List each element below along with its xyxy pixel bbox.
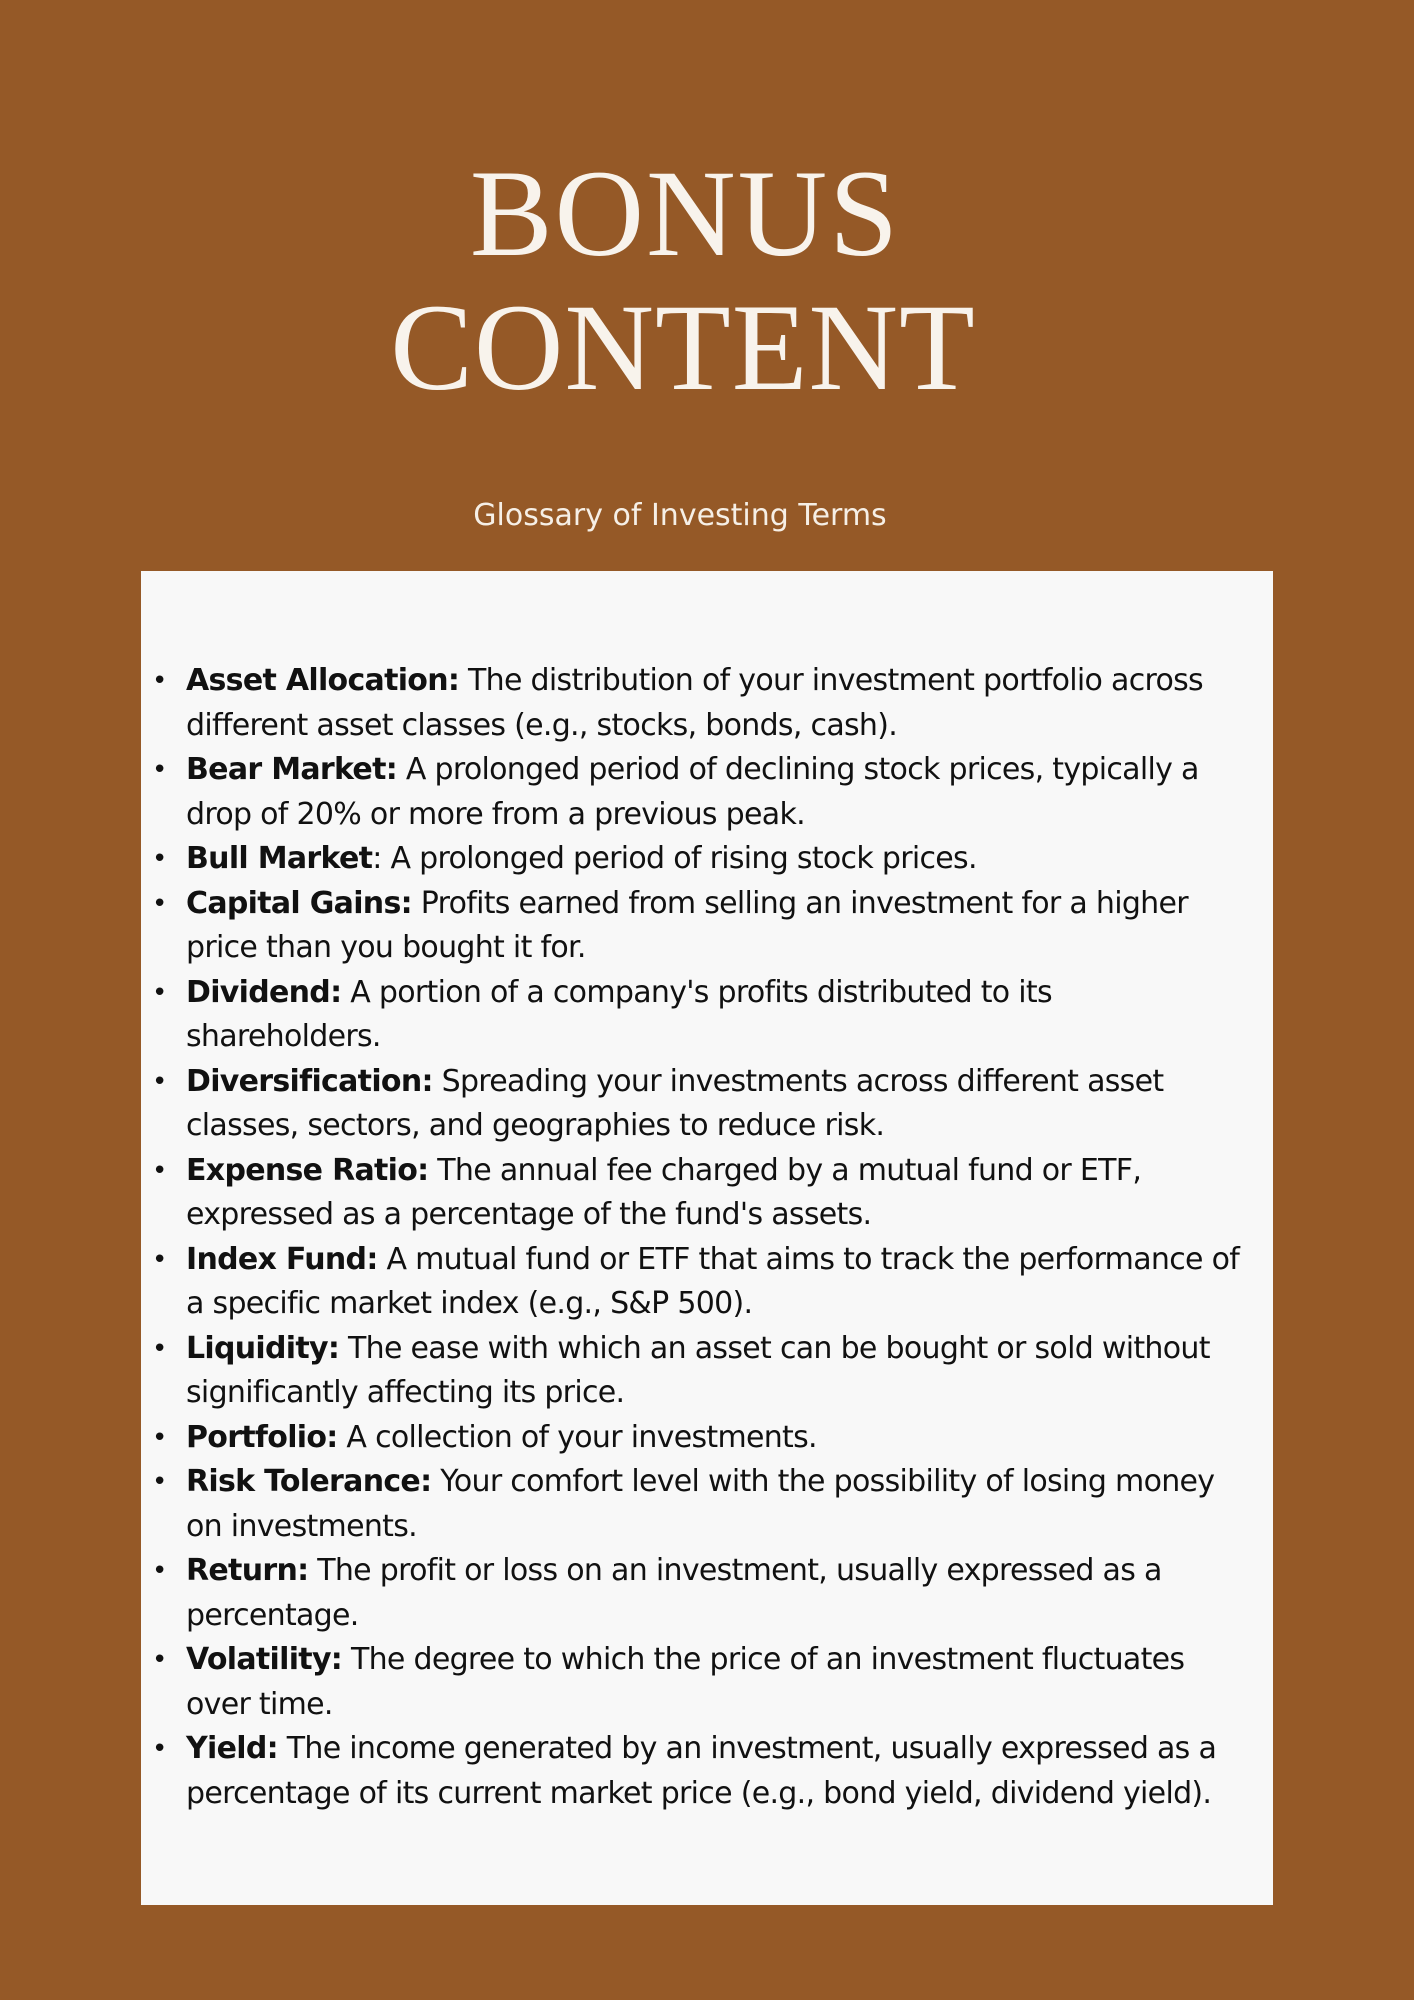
- glossary-term: Bull Market: [186, 841, 373, 876]
- bullet-icon: •: [152, 1066, 167, 1097]
- glossary-item: [152, 748, 1251, 837]
- bullet-icon: •: [152, 1645, 167, 1675]
- glossary-item: [152, 837, 1251, 882]
- glossary-term: Return:: [186, 1553, 309, 1588]
- glossary-definition: Your comfort level with the possibility of losing money on investments.: [186, 1464, 1215, 1544]
- glossary-definition: A mutual fund or ETF that aims to track the performance of a specific market index (e.g., S&P 500).: [186, 1241, 1240, 1321]
- glossary-term: Risk Tolerance:: [186, 1464, 432, 1499]
- glossary-term: Asset Allocation:: [186, 663, 460, 698]
- glossary-term: Portfolio:: [186, 1419, 338, 1455]
- glossary-list: [152, 659, 1251, 1816]
- bullet-icon: •: [152, 1467, 167, 1497]
- glossary-term: Expense Ratio:: [186, 1152, 429, 1188]
- glossary-item: [152, 659, 1251, 748]
- bullet-icon: •: [152, 1155, 167, 1186]
- glossary-item: [152, 1149, 1251, 1238]
- glossary-item: [152, 1638, 1251, 1727]
- page-subtitle: Glossary of Investing Terms: [473, 498, 887, 533]
- bullet-icon: •: [152, 755, 167, 785]
- glossary-item: [152, 1238, 1251, 1327]
- glossary-item: [152, 1416, 1251, 1461]
- glossary-item: [152, 1460, 1251, 1549]
- bullet-icon: •: [152, 1333, 167, 1364]
- glossary-term: Dividend:: [186, 974, 342, 1010]
- bullet-icon: •: [152, 844, 167, 874]
- page-title-line-2: CONTENT: [390, 279, 976, 416]
- bullet-icon: •: [152, 1244, 167, 1275]
- glossary-item: [152, 882, 1251, 971]
- bullet-icon: •: [152, 1734, 167, 1764]
- bullet-icon: •: [152, 977, 167, 1008]
- glossary-definition: The annual fee charged by a mutual fund or ETF, expressed as a percentage of the fund's assets.: [186, 1152, 1142, 1232]
- glossary-item: [152, 1549, 1251, 1638]
- glossary-item: [152, 1327, 1251, 1416]
- bullet-icon: •: [152, 888, 167, 919]
- glossary-definition: The distribution of your investment portfolio across different asset classes (e.g., stocks, bonds, cash).: [186, 663, 1203, 743]
- glossary-definition: A prolonged period of declining stock prices, typically a drop of 20% or more from a previous peak.: [186, 752, 1199, 832]
- glossary-card: [141, 571, 1273, 1905]
- bullet-icon: •: [152, 1556, 167, 1586]
- glossary-definition: The degree to which the price of an investment fluctuates over time.: [186, 1642, 1185, 1722]
- glossary-item: [152, 1727, 1251, 1816]
- glossary-definition: : A prolonged period of rising stock prices.: [372, 841, 977, 876]
- glossary-definition: Spreading your investments across different asset classes, sectors, and geographies to reduce risk.: [186, 1063, 1164, 1143]
- glossary-term: Liquidity:: [186, 1330, 340, 1366]
- glossary-definition: A collection of your investments.: [337, 1419, 817, 1455]
- glossary-term: Diversification:: [186, 1063, 433, 1099]
- glossary-definition: Profits earned from selling an investment for a higher price than you bought it for.: [186, 885, 1188, 965]
- glossary-term: Yield:: [186, 1731, 278, 1766]
- glossary-term: Volatility:: [186, 1642, 343, 1677]
- bullet-icon: •: [152, 1422, 167, 1453]
- glossary-definition: The profit or loss on an investment, usually expressed as a percentage.: [186, 1553, 1162, 1633]
- glossary-term: Capital Gains:: [186, 885, 412, 921]
- glossary-definition: The ease with which an asset can be bought or sold without significantly affecting its price.: [186, 1330, 1210, 1410]
- glossary-term: Index Fund:: [186, 1241, 378, 1277]
- glossary-definition: The income generated by an investment, usually expressed as a percentage of its current market price (e.g., bond yield, dividend yield).: [186, 1731, 1217, 1811]
- page-title-line-1: BONUS: [469, 145, 901, 282]
- glossary-term: Bear Market:: [186, 752, 398, 787]
- glossary-item: [152, 1060, 1251, 1149]
- glossary-item: [152, 971, 1251, 1060]
- glossary-definition: A portion of a company's profits distributed to its shareholders.: [186, 974, 1052, 1054]
- bullet-icon: •: [152, 666, 167, 696]
